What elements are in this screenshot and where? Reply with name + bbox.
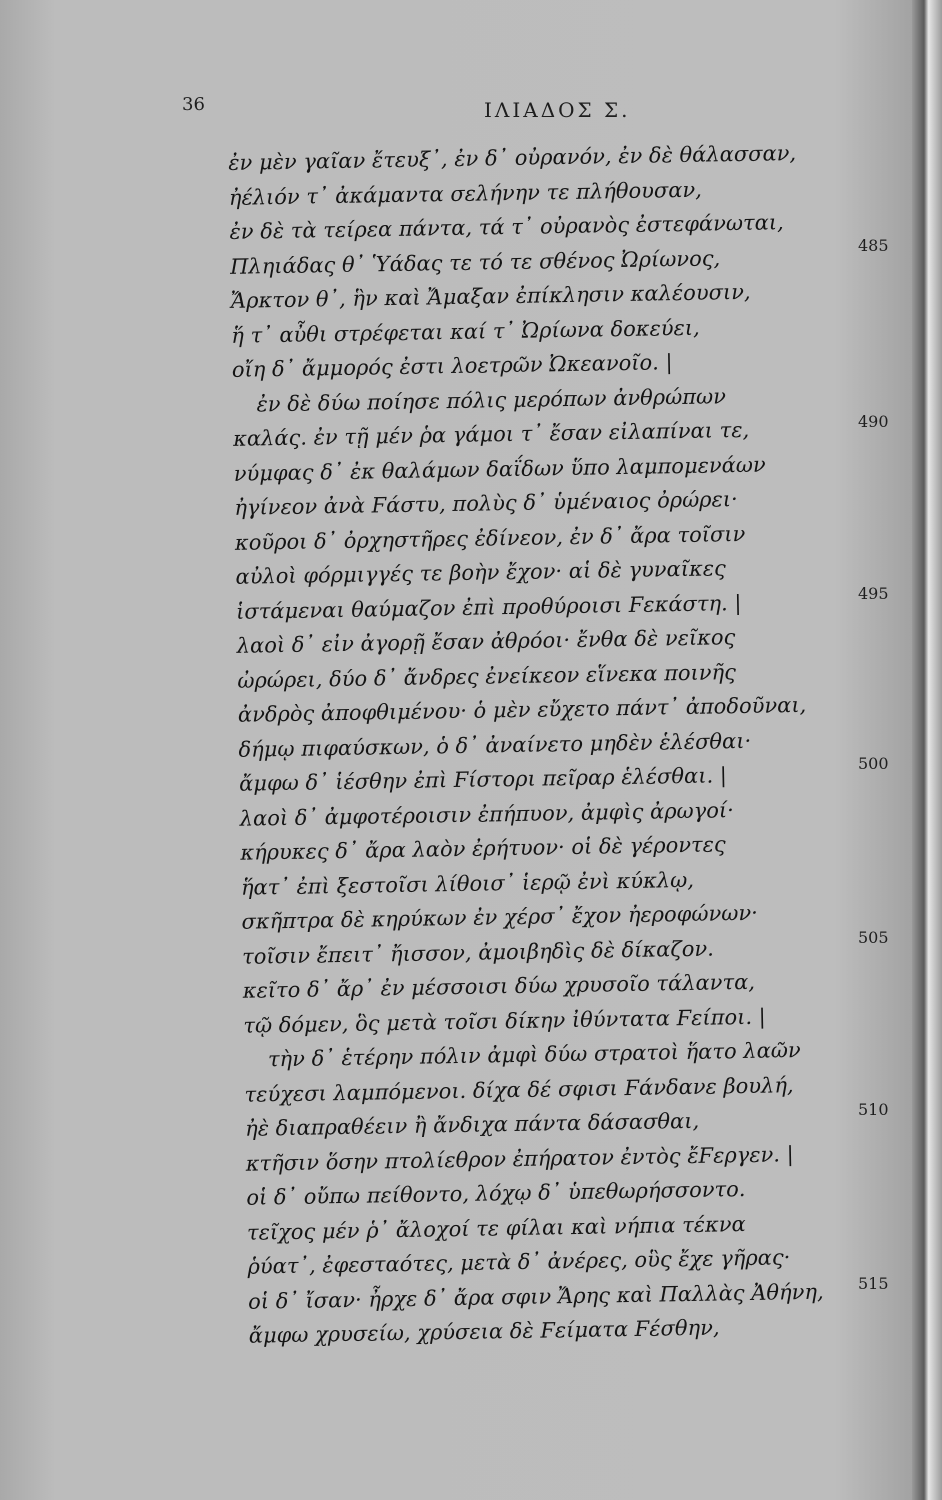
page-header xyxy=(0,94,928,124)
line-number: 485 xyxy=(858,236,889,255)
verse-line: κοῦροι δ᾽ ὀρχηστῆρες ἐδίνεον, ἐν δ᾽ ἄρα τοῖσιν xyxy=(234,521,746,555)
verse-line: ἄμφω δ᾽ ἱέσθην ἐπὶ Ϝίστορι πεῖραρ ἑλέσθαι. | xyxy=(238,763,728,796)
line-number: 510 xyxy=(858,1100,889,1119)
running-title: ΙΛΙΑΔΟΣ Σ. xyxy=(484,98,631,122)
verse-line: Ἄρκτον θ᾽, ἣν καὶ Ἄμαξαν ἐπίκλησιν καλέουσιν, xyxy=(230,279,751,313)
verse-line: λαοὶ δ᾽ ἀμφοτέροισιν ἐπήπυον, ἀμφὶς ἀρωγοί· xyxy=(239,797,734,831)
verse-line: τὴν δ᾽ ἑτέρην πόλιν ἀμφὶ δύω στρατοὶ ἥατο λαῶν xyxy=(267,1038,801,1072)
page-number: 36 xyxy=(182,94,205,115)
verse-line: ἥατ᾽ ἐπὶ ξεστοῖσι λίθοισ᾽ ἱερῷ ἐνὶ κύκλῳ, xyxy=(240,867,695,900)
verse-line: οἴη δ᾽ ἄμμορός ἐστι λοετρῶν Ὠκεανοῖο. | xyxy=(231,350,673,382)
verse-block xyxy=(222,136,843,1354)
verse-line: ἐν δὲ τὰ τείρεα πάντα, τά τ᾽ οὐρανὸς ἐστεφάνωται, xyxy=(229,210,784,244)
verse-line: ἠγίνεον ἀνὰ Ϝάστυ, πολὺς δ᾽ ὑμέναιος ὀρώρει· xyxy=(234,487,738,520)
verse-line: ἐν δὲ δύω ποίησε πόλις μερόπων ἀνθρώπων xyxy=(256,383,727,416)
line-number: 500 xyxy=(858,754,889,773)
book-edge xyxy=(912,0,942,1500)
verse-line: κήρυκες δ᾽ ἄρα λαὸν ἐρήτυον· οἱ δὲ γέροντες xyxy=(240,832,726,865)
verse-line: ἠὲ διαπραθέειν ἢ ἄνδιχα πάντα δάσασθαι, xyxy=(244,1108,700,1141)
verse-line: ἠέλιόν τ᾽ ἀκάμαντα σελήνην τε πλήθουσαν, xyxy=(228,177,703,210)
verse-line: σκῆπτρα δὲ κηρύκων ἐν χέρσ᾽ ἔχον ἠεροφώνων· xyxy=(241,900,759,934)
line-number: 505 xyxy=(858,928,889,947)
verse-line: νύμφας δ᾽ ἐκ θαλάμων δαΐδων ὕπο λαμπομενάων xyxy=(233,452,766,486)
verse-line: ἀνδρὸς ἀποφθιμένου· ὁ μὲν εὔχετο πάντ᾽ ἀποδοῦναι, xyxy=(237,692,807,727)
verse-line: τῷ δόμεν, ὃς μετὰ τοῖσι δίκην ἰθύντατα Ϝείποι. | xyxy=(243,1004,766,1038)
verse-line: ἐν μὲν γαῖαν ἔτευξ᾽, ἐν δ᾽ οὐρανόν, ἐν δὲ θάλασσαν, xyxy=(228,140,797,175)
verse-line: κεῖτο δ᾽ ἄρ᾽ ἐν μέσσοισι δύω χρυσοῖο τάλαντα, xyxy=(242,969,756,1003)
verse-line: ἄμφω χρυσείω, χρύσεια δὲ Ϝείματα Ϝέσθην, xyxy=(248,1315,720,1348)
line-number: 495 xyxy=(858,584,889,603)
verse-line: ἱστάμεναι θαύμαζον ἐπὶ προθύροισι Ϝεκάστη. | xyxy=(235,590,742,624)
verse-line: τεῖχος μέν ῥ᾽ ἄλοχοί τε φίλαι καὶ νήπια τέκνα xyxy=(246,1211,746,1245)
verse-line: ῥύατ᾽, ἐφεσταότες, μετὰ δ᾽ ἀνέρες, οὓς ἔχε γῆρας· xyxy=(247,1245,791,1279)
line-number: 515 xyxy=(858,1274,889,1293)
verse-line: ὠρώρει, δύο δ᾽ ἄνδρες ἐνείκεον εἵνεκα ποινῆς xyxy=(237,659,737,693)
verse-line: καλάς. ἐν τῇ μέν ῥα γάμοι τ᾽ ἔσαν εἰλαπίναι τε, xyxy=(232,417,750,451)
verse-line: αὐλοὶ φόρμιγγές τε βοὴν ἔχον· αἱ δὲ γυναῖκες xyxy=(235,556,726,589)
verse-line: οἱ δ᾽ ἴσαν· ἦρχε δ᾽ ἄρα σφιν Ἄρης καὶ Παλλὰς Ἀθήνη, xyxy=(247,1279,824,1314)
verse-line: τοῖσιν ἔπειτ᾽ ἤισσον, ἀμοιβηδὶς δὲ δίκαζον. xyxy=(241,936,715,969)
verse-line: λαοὶ δ᾽ εἰν ἀγορῇ ἔσαν ἀθρόοι· ἔνθα δὲ νεῖκος xyxy=(236,625,736,658)
verse-line: ἥ τ᾽ αὖθι στρέφεται καί τ᾽ Ὠρίωνα δοκεύει, xyxy=(231,315,700,348)
verse-line: τεύχεσι λαμπόμενοι. δίχα δέ σφισι Ϝάνδανε βουλή, xyxy=(244,1072,794,1107)
verse-line: οἱ δ᾽ οὔπω πείθοντο, λόχῳ δ᾽ ὑπεθωρήσσοντο. xyxy=(246,1177,746,1210)
verse-line: Πληιάδας θ᾽ Ὑάδας τε τό τε σθένος Ὠρίωνος, xyxy=(229,245,721,279)
verse-line: δήμῳ πιφαύσκων, ὁ δ᾽ ἀναίνετο μηδὲν ἑλέσθαι· xyxy=(238,728,752,762)
line-number: 490 xyxy=(858,412,889,431)
verse-line: κτῆσιν ὅσην πτολίεθρον ἐπήρατον ἐντὸς ἔϜεργεν. | xyxy=(245,1141,794,1176)
